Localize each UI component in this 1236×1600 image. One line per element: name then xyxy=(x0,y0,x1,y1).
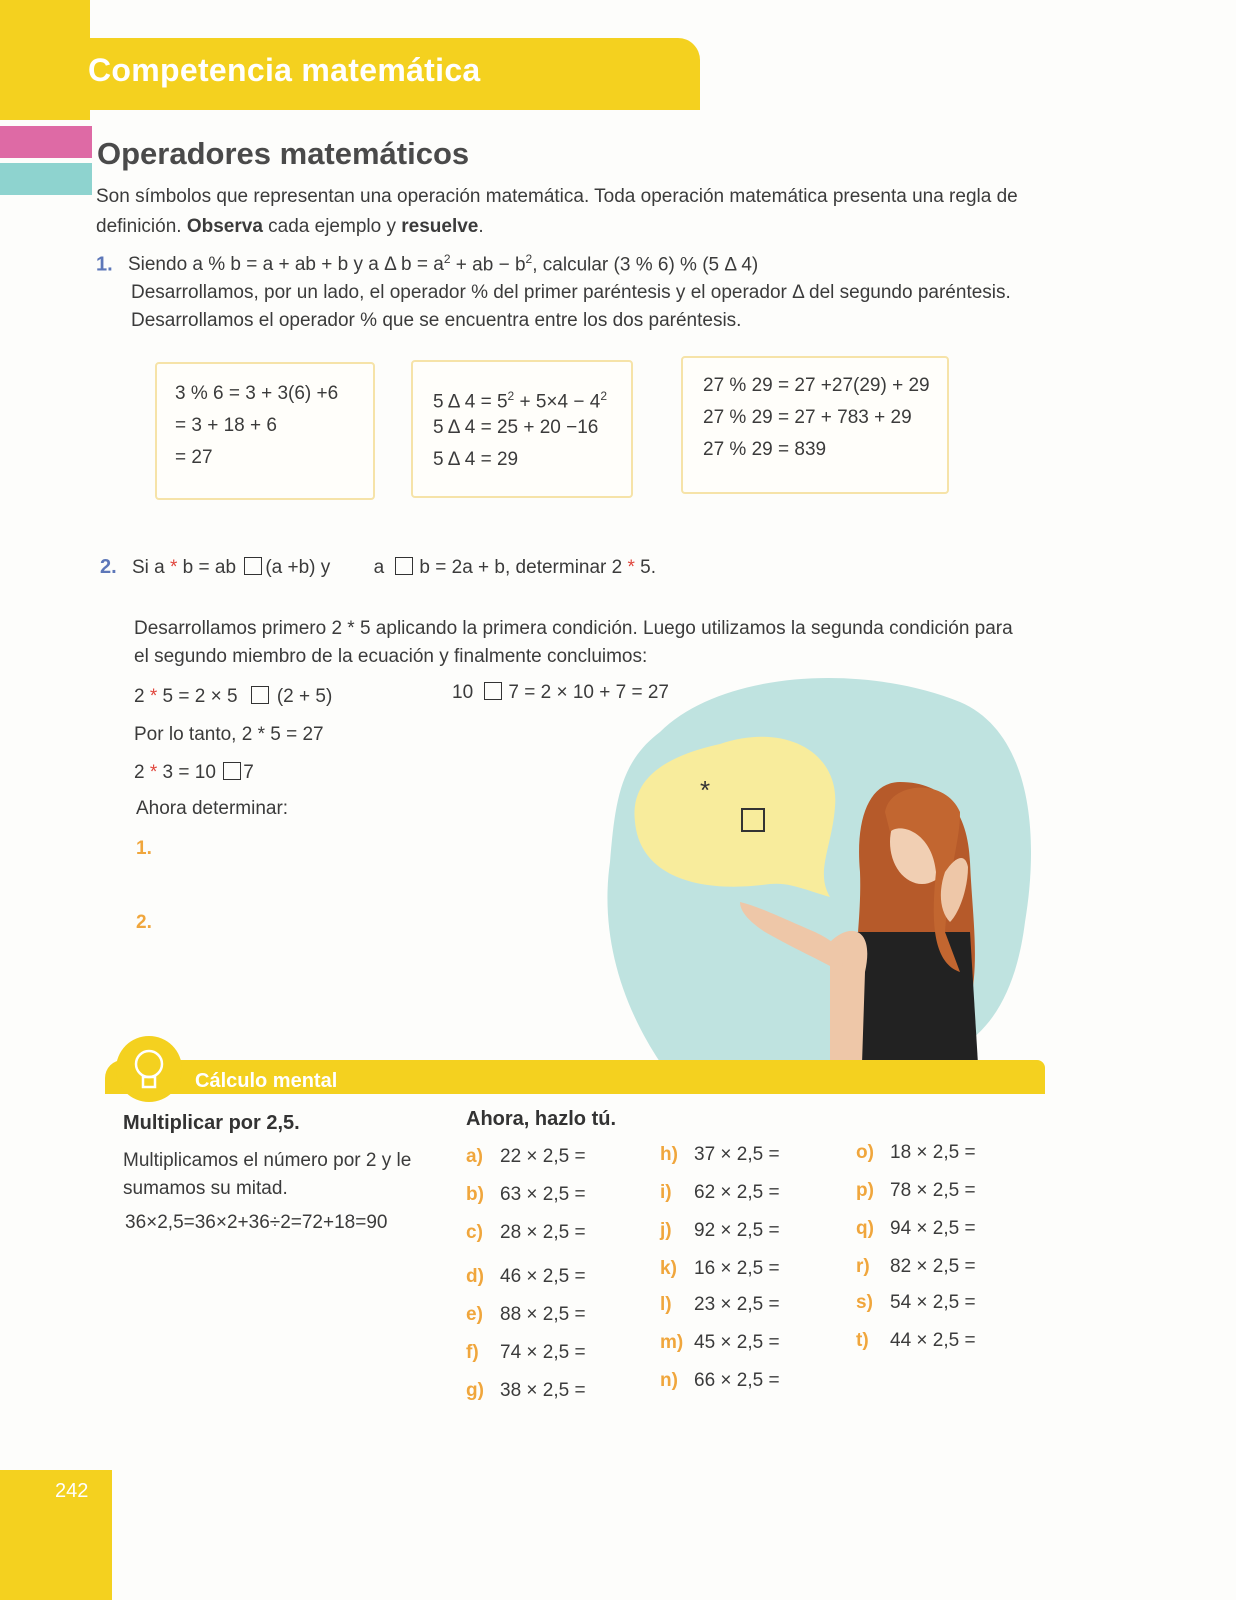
eq-text: 5 = 2 × 5 xyxy=(157,686,238,707)
girl-thinking-illustration xyxy=(600,672,1040,1064)
problem2-text: a xyxy=(373,557,385,578)
problem2-statement xyxy=(100,552,656,583)
exercise-label: m) xyxy=(660,1332,684,1353)
square-operator-icon xyxy=(244,557,262,575)
cm-desc-2: sumamos su mitad. xyxy=(123,1178,288,1199)
square-operator-icon xyxy=(223,762,241,780)
exercise-item xyxy=(856,1330,976,1352)
exercise-item xyxy=(466,1266,586,1288)
star-operator: * xyxy=(149,762,158,783)
eq-text: 2 xyxy=(134,686,150,707)
problem2-text: (a +b) y xyxy=(265,557,331,578)
box2-text: 5 Δ 4 = 5 xyxy=(433,391,508,413)
box2-line-3: 5 Δ 4 = 29 xyxy=(433,449,519,470)
page-number: 242 xyxy=(55,1480,89,1502)
box2-line-2: 5 Δ 4 = 25 + 20 −16 xyxy=(433,417,599,438)
exercise-label: b) xyxy=(466,1184,484,1205)
pink-accent-strip xyxy=(0,126,92,158)
exercise-label: c) xyxy=(466,1222,483,1243)
exercise-item xyxy=(466,1380,586,1402)
bubble-star-symbol: * xyxy=(700,775,711,805)
intro-bold-observa: Observa xyxy=(186,216,263,237)
box3-line-3: 27 % 29 = 839 xyxy=(703,439,827,460)
exercise-item xyxy=(660,1332,780,1354)
problem2-number: 2. xyxy=(100,556,117,578)
problem1-statement xyxy=(96,244,758,280)
problem2-line-1 xyxy=(134,682,332,712)
exercise-expression: 18 × 2,5 = xyxy=(890,1142,976,1163)
exercise-item xyxy=(856,1142,976,1164)
star-operator: * xyxy=(149,686,158,707)
exercise-expression: 44 × 2,5 = xyxy=(890,1330,976,1351)
problem2-now: Ahora determinar: xyxy=(136,798,289,819)
intro-line-2 xyxy=(96,212,484,242)
intro-line-1: Son símbolos que representan una operación matemática. Toda operación matemática presenta una regla de xyxy=(96,186,1018,207)
exercise-label: o) xyxy=(856,1142,874,1163)
intro-text: definición. xyxy=(96,216,187,237)
exercise-expression: 82 × 2,5 = xyxy=(890,1256,976,1277)
exercise-item xyxy=(466,1342,586,1364)
intro-text: . xyxy=(478,216,484,237)
exercise-expression: 38 × 2,5 = xyxy=(500,1380,586,1401)
calculo-mental-badge xyxy=(116,1036,182,1102)
exercise-expression: 88 × 2,5 = xyxy=(500,1304,586,1325)
exercise-expression: 54 × 2,5 = xyxy=(890,1292,976,1313)
exercise-expression: 16 × 2,5 = xyxy=(694,1258,780,1279)
exercise-item xyxy=(466,1304,586,1326)
exercise-item xyxy=(856,1256,976,1278)
square-operator-icon xyxy=(395,557,413,575)
exercise-label: t) xyxy=(856,1330,869,1351)
eq-text: 7 xyxy=(243,762,254,783)
solution-box-1 xyxy=(155,362,375,500)
problem1-explain-2: Desarrollamos el operador % que se encuentra entre los dos paréntesis. xyxy=(131,310,742,331)
eq-text: 10 xyxy=(452,682,474,703)
superscript: 2 xyxy=(443,252,451,266)
exercise-label: r) xyxy=(856,1256,870,1277)
intro-text: cada ejemplo y xyxy=(262,216,402,237)
eq-text: 7 = 2 × 10 + 7 = 27 xyxy=(508,682,670,703)
solution-box-3 xyxy=(681,356,949,494)
exercise-item xyxy=(660,1258,780,1280)
star-operator: * xyxy=(170,557,178,578)
problem2-text: 5. xyxy=(634,557,657,578)
calculo-mental-title: Cálculo mental xyxy=(195,1070,338,1092)
exercise-label: g) xyxy=(466,1380,484,1401)
exercise-item xyxy=(856,1292,976,1314)
exercise-expression: 28 × 2,5 = xyxy=(500,1222,586,1243)
box1-line-3: = 27 xyxy=(175,447,213,468)
exercise-label: p) xyxy=(856,1180,874,1201)
exercise-expression: 66 × 2,5 = xyxy=(694,1370,780,1391)
exercise-label: f) xyxy=(466,1342,479,1363)
problem1-explain-1: Desarrollamos, por un lado, el operador % del primer paréntesis y el operador Δ del segundo paréntesis. xyxy=(131,282,1011,303)
section-title: Operadores matemáticos xyxy=(97,136,470,171)
task-1-label: 1. xyxy=(136,838,152,859)
exercise-label: n) xyxy=(660,1370,678,1391)
exercise-label: s) xyxy=(856,1292,873,1313)
exercise-item xyxy=(660,1144,780,1166)
problem2-line-1-right xyxy=(452,678,669,708)
box3-line-2: 27 % 29 = 27 + 783 + 29 xyxy=(703,407,912,428)
problem2-text: Si a xyxy=(131,557,170,578)
star-operator: * xyxy=(627,557,635,578)
problem2-explain-1: Desarrollamos primero 2 * 5 aplicando la primera condición. Luego utilizamos la segunda condición para xyxy=(134,618,1013,639)
exercise-expression: 62 × 2,5 = xyxy=(694,1182,780,1203)
exercise-item xyxy=(466,1184,586,1206)
exercise-label: q) xyxy=(856,1218,874,1239)
problem2-line-3 xyxy=(134,758,254,788)
exercise-label: l) xyxy=(660,1294,672,1315)
superscript: 2 xyxy=(525,252,533,266)
box1-line-1: 3 % 6 = 3 + 3(6) +6 xyxy=(175,383,339,404)
eq-text: 3 = 10 xyxy=(157,762,216,783)
exercise-item xyxy=(660,1370,780,1392)
exercise-item xyxy=(856,1180,976,1202)
exercise-item xyxy=(660,1182,780,1204)
superscript: 2 xyxy=(600,389,607,403)
square-operator-icon xyxy=(251,686,269,704)
cyan-accent-strip xyxy=(0,163,92,195)
exercise-label: e) xyxy=(466,1304,483,1325)
cm-desc-1: Multiplicamos el número por 2 y le xyxy=(123,1150,412,1171)
exercise-expression: 22 × 2,5 = xyxy=(500,1146,586,1167)
exercise-label: a) xyxy=(466,1146,483,1167)
exercise-expression: 78 × 2,5 = xyxy=(890,1180,976,1201)
box2-text: + 5×4 − 4 xyxy=(514,391,601,413)
intro-bold-resuelve: resuelve xyxy=(401,216,479,237)
problem2-conclusion: Por lo tanto, 2 * 5 = 27 xyxy=(134,724,324,745)
exercise-item xyxy=(466,1222,586,1244)
exercise-label: k) xyxy=(660,1258,677,1279)
exercise-label: d) xyxy=(466,1266,484,1287)
exercise-expression: 23 × 2,5 = xyxy=(694,1294,780,1315)
exercise-expression: 46 × 2,5 = xyxy=(500,1266,586,1287)
lightbulb-icon xyxy=(116,1036,182,1102)
problem1-text: Siendo a % b = a + ab + b y a Δ b = a xyxy=(127,254,444,276)
exercise-expression: 63 × 2,5 = xyxy=(500,1184,586,1205)
eq-text: 2 xyxy=(134,762,150,783)
cm-example: 36×2,5=36×2+36÷2=72+18=90 xyxy=(125,1212,388,1233)
exercise-expression: 37 × 2,5 = xyxy=(694,1144,780,1165)
exercise-item xyxy=(660,1220,780,1242)
exercise-label: j) xyxy=(660,1220,672,1241)
box3-line-1: 27 % 29 = 27 +27(29) + 29 xyxy=(703,375,930,396)
exercise-item xyxy=(466,1146,586,1168)
square-operator-icon xyxy=(484,682,502,700)
problem2-explain-2: el segundo miembro de la ecuación y finalmente concluimos: xyxy=(134,646,648,667)
box1-line-2: = 3 + 18 + 6 xyxy=(175,415,277,436)
problem2-text: b = 2a + b, determinar 2 xyxy=(419,557,628,578)
header-title: Competencia matemática xyxy=(88,52,481,88)
cm-subtitle: Multiplicar por 2,5. xyxy=(123,1112,300,1134)
cm-try-title: Ahora, hazlo tú. xyxy=(466,1108,616,1130)
superscript: 2 xyxy=(507,389,515,403)
exercise-label: h) xyxy=(660,1144,678,1165)
task-2-label: 2. xyxy=(136,912,152,933)
exercise-expression: 45 × 2,5 = xyxy=(694,1332,780,1353)
exercise-item xyxy=(856,1218,976,1240)
problem1-number: 1. xyxy=(96,253,113,276)
exercise-expression: 92 × 2,5 = xyxy=(694,1220,780,1241)
exercise-expression: 74 × 2,5 = xyxy=(500,1342,586,1363)
problem1-text: , calcular (3 % 6) % (5 Δ 4) xyxy=(532,254,759,276)
problem1-text: + ab − b xyxy=(450,254,526,276)
exercise-label: i) xyxy=(660,1182,672,1203)
exercise-item xyxy=(660,1294,780,1316)
eq-text: (2 + 5) xyxy=(276,686,333,707)
solution-box-2 xyxy=(411,360,633,498)
exercise-expression: 94 × 2,5 = xyxy=(890,1218,976,1239)
black-top xyxy=(855,932,978,1064)
problem2-text: b = ab xyxy=(177,557,237,578)
